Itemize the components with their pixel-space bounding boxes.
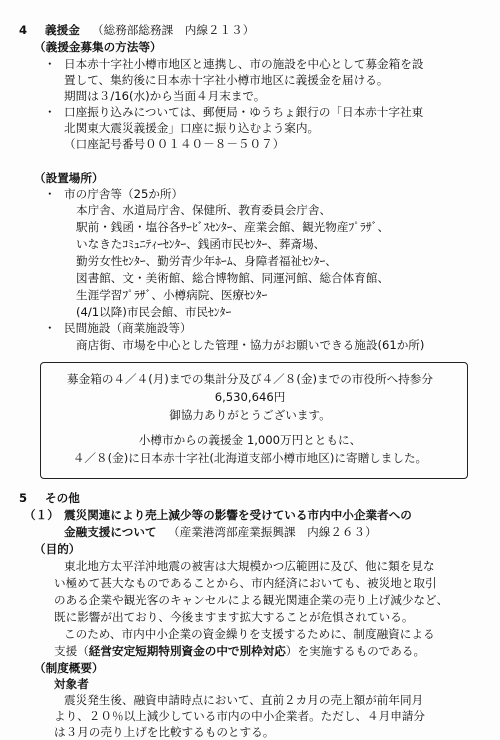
method-2-line: 口座振り込みについては、郵便局・ゆうちょ銀行の「日本赤十字社東 xyxy=(64,105,424,119)
places-1-line: 本庁舎、水道局庁舎、保健所、教育委員会庁舎、 xyxy=(76,203,332,217)
section-4-title: 義援金 xyxy=(45,23,80,37)
target-heading: 対象者 xyxy=(54,677,89,691)
method-heading: （義援金募集の方法等） xyxy=(34,40,162,54)
support-post: ）を実施するものである。 xyxy=(285,644,426,658)
support-bold: 経営安定短期特別資金の中で別枠対応 xyxy=(88,644,286,658)
overview-heading: （制度概要） xyxy=(34,661,104,675)
places-1-line: 駅前・銭函・塩谷各ｻｰﾋﾞｽｾﾝﾀｰ、産業会館、観光物産ﾌﾟﾗｻﾞ、 xyxy=(76,220,390,234)
box-line: 小樽市からの義援金 1,000万円とともに、 xyxy=(138,433,362,447)
purpose-line: このため、市内中小企業の資金繰りを支援するために、制度融資による xyxy=(64,627,435,641)
places-1-heading: 市の庁舎等（25か所） xyxy=(64,187,184,201)
places-heading: （設置場所） xyxy=(34,171,104,185)
box-line: ４／８(金)に日本赤十字社(北海道支部小樽市地区)に寄贈しました。 xyxy=(72,451,428,465)
purpose-line: い極めて甚大なものであることから、市内経済においても、被災地と取引 xyxy=(54,576,437,590)
places-1-line: 勤労女性ｾﾝﾀｰ、勤労青少年ﾎｰﾑ、身障者福祉ｾﾝﾀｰ、 xyxy=(76,254,337,268)
target-line: は３月の売り上げを比較するものとする。 xyxy=(54,725,275,739)
method-1-line: 期間は３/16(水)から当面４月末まで。 xyxy=(64,89,266,103)
box-total: 6,530,646円 xyxy=(214,390,286,404)
purpose-line: 東北地方太平洋沖地震の被害は大規模かつ広範囲に及び、他に類を見な xyxy=(64,559,435,573)
bullet-dot: ・ xyxy=(44,57,56,71)
section-5-number: 5 xyxy=(19,491,28,505)
places-2-heading: 民間施設（商業施設等） xyxy=(64,321,192,335)
purpose-heading: （目的） xyxy=(34,542,81,556)
section-5-title: その他 xyxy=(45,491,80,505)
method-2-line: （口座記号番号００１４０－８－５０７） xyxy=(64,137,285,151)
box-thanks: 御協力ありがとうございます。 xyxy=(169,408,331,422)
method-1-line: 日本赤十字社小樽市地区と連携し、市の施設を中心として募金箱を設 xyxy=(64,57,424,71)
places-2-line: 商店街、市場を中心とした管理・協力がお願いできる施設(61か所) xyxy=(76,338,425,352)
item-1-number: （１） xyxy=(24,508,59,522)
purpose-line: のある企業や観光客のキャンセルによる観光関連企業の売り上げ減少など、 xyxy=(54,593,449,607)
bullet-dot: ・ xyxy=(44,187,56,201)
places-1-line: いなきたｺﾐｭﾆﾃｨｰｾﾝﾀｰ、銭函市民ｾﾝﾀｰ、葬斎場、 xyxy=(76,237,326,251)
method-2-line: 北関東大震災義援金」口座に振り込むよう案内。 xyxy=(64,121,320,135)
bullet-dot: ・ xyxy=(44,105,56,119)
method-1-line: 置して、集約後に日本赤十字社小樽市地区に義援金を届ける。 xyxy=(64,73,389,87)
target-line: 震災発生後、融資申請時点において、直前２カ月の売上額が前年同月 xyxy=(64,693,424,707)
places-1-line: 図書館、文・美術館、総合博物館、同運河館、総合体育館、 xyxy=(76,271,390,285)
item-1-title-cont: 金融支援について xyxy=(64,525,157,539)
places-1-line: 生涯学習ﾌﾟﾗｻﾞ、小樽病院、医療ｾﾝﾀｰ xyxy=(76,288,268,302)
target-line: より、２０％以上減少している市内の中小企業者。ただし、４月申請分 xyxy=(54,709,426,723)
item-1-dept: （産業港湾部産業振興課 内線２６３） xyxy=(168,525,377,539)
support-pre: 支援（ xyxy=(54,644,89,658)
support-line xyxy=(54,643,425,659)
section-4-dept: （総務部総務課 内線２１３） xyxy=(92,23,255,37)
places-1-line: (4/1以降)市民会館、市民ｾﾝﾀｰ xyxy=(76,305,232,319)
purpose-line: 既に影響が出ており、今後ますます拡大することが危惧されている。 xyxy=(54,610,414,624)
item-1-title: 震災関連により売上減少等の影響を受けている市内中小企業者への xyxy=(64,508,412,522)
bullet-dot: ・ xyxy=(44,321,56,335)
box-line: 募金箱の４／４(月)までの集計分及び４／８(金)までの市役所へ持参分 xyxy=(67,372,433,386)
section-4-number: 4 xyxy=(19,23,28,37)
